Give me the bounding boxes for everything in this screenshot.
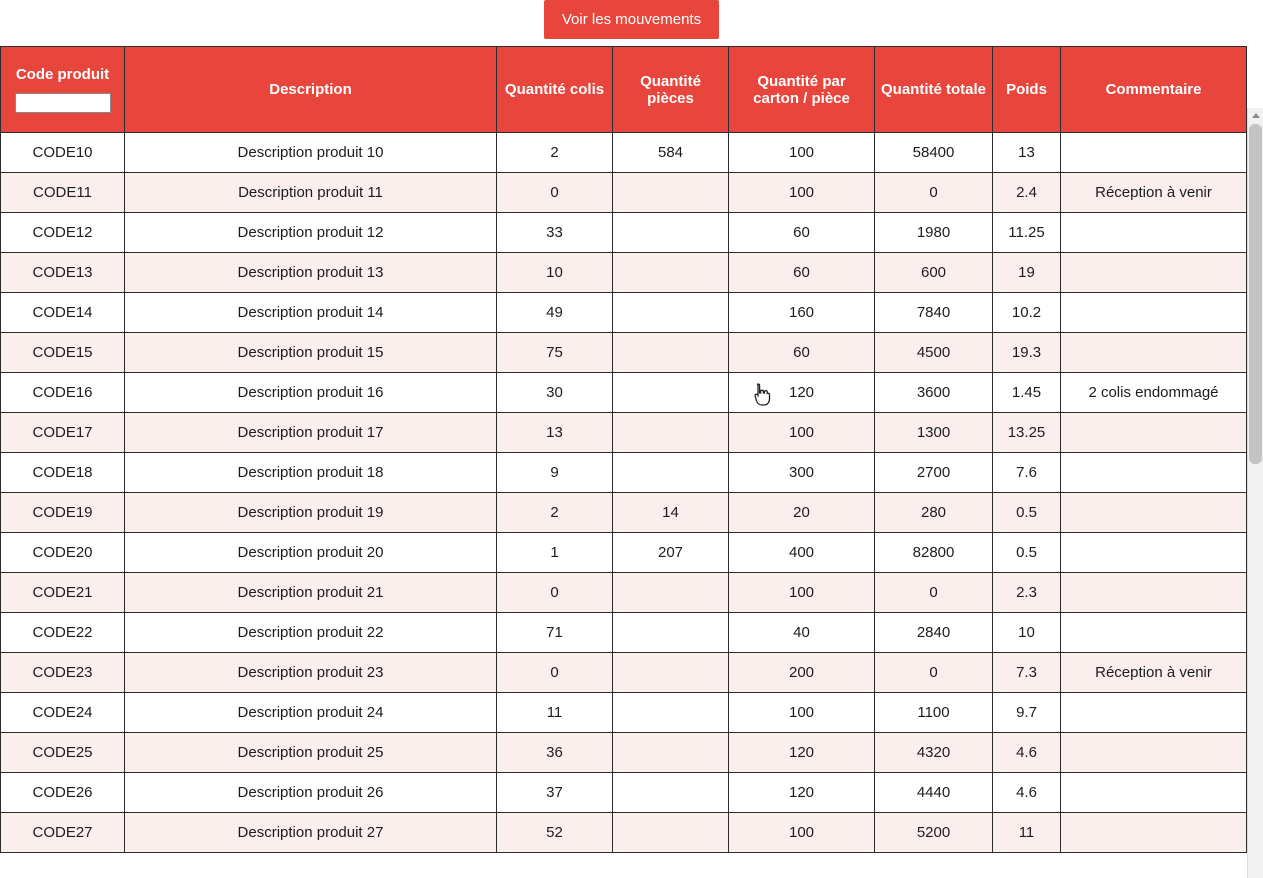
cell-quantite-par-carton: 100 xyxy=(729,813,875,853)
cell-quantite-colis: 13 xyxy=(497,413,613,453)
cell-code-produit: CODE13 xyxy=(1,253,125,293)
cell-description: Description produit 16 xyxy=(125,373,497,413)
cell-quantite-par-carton: 60 xyxy=(729,253,875,293)
cell-quantite-pieces xyxy=(613,653,729,693)
cell-code-produit: CODE16 xyxy=(1,373,125,413)
cell-quantite-colis: 71 xyxy=(497,613,613,653)
cell-commentaire: Réception à venir xyxy=(1061,653,1247,693)
cell-quantite-par-carton: 60 xyxy=(729,333,875,373)
cell-code-produit: CODE14 xyxy=(1,293,125,333)
cell-quantite-totale: 1980 xyxy=(875,213,993,253)
cell-code-produit: CODE24 xyxy=(1,693,125,733)
cell-quantite-colis: 9 xyxy=(497,453,613,493)
table-row[interactable] xyxy=(1,733,1247,773)
cell-commentaire xyxy=(1061,813,1247,853)
cell-commentaire xyxy=(1061,413,1247,453)
cell-quantite-totale: 5200 xyxy=(875,813,993,853)
cell-description: Description produit 12 xyxy=(125,213,497,253)
table-row[interactable] xyxy=(1,173,1247,213)
cell-code-produit: CODE11 xyxy=(1,173,125,213)
table-row[interactable] xyxy=(1,293,1247,333)
cell-description: Description produit 23 xyxy=(125,653,497,693)
cell-quantite-par-carton: 20 xyxy=(729,493,875,533)
cell-quantite-pieces xyxy=(613,413,729,453)
table-row[interactable] xyxy=(1,653,1247,693)
code-produit-filter-input[interactable] xyxy=(15,93,111,113)
cell-quantite-pieces: 14 xyxy=(613,493,729,533)
column-header-quantite-par-carton[interactable]: Quantité par carton / pièce xyxy=(729,47,875,133)
cell-code-produit: CODE17 xyxy=(1,413,125,453)
cell-commentaire xyxy=(1061,333,1247,373)
cell-quantite-colis: 10 xyxy=(497,253,613,293)
column-header-quantite-totale[interactable]: Quantité totale xyxy=(875,47,993,133)
cell-description: Description produit 22 xyxy=(125,613,497,653)
cell-quantite-colis: 37 xyxy=(497,773,613,813)
cell-code-produit: CODE22 xyxy=(1,613,125,653)
cell-commentaire xyxy=(1061,453,1247,493)
cell-quantite-colis: 33 xyxy=(497,213,613,253)
cell-quantite-colis: 2 xyxy=(497,133,613,173)
products-table-container xyxy=(0,46,1263,878)
cell-quantite-par-carton: 40 xyxy=(729,613,875,653)
cell-description: Description produit 27 xyxy=(125,813,497,853)
column-header-code-produit[interactable] xyxy=(1,47,125,133)
cell-code-produit: CODE18 xyxy=(1,453,125,493)
cell-quantite-par-carton: 120 xyxy=(729,773,875,813)
cell-poids: 9.7 xyxy=(993,693,1061,733)
cell-description: Description produit 19 xyxy=(125,493,497,533)
cell-commentaire xyxy=(1061,213,1247,253)
cell-quantite-totale: 2700 xyxy=(875,453,993,493)
cell-quantite-colis: 2 xyxy=(497,493,613,533)
cell-quantite-totale: 0 xyxy=(875,653,993,693)
column-header-quantite-colis[interactable]: Quantité colis xyxy=(497,47,613,133)
toolbar xyxy=(0,0,1263,46)
cell-description: Description produit 20 xyxy=(125,533,497,573)
cell-commentaire xyxy=(1061,733,1247,773)
cell-poids: 13 xyxy=(993,133,1061,173)
table-body xyxy=(1,133,1247,853)
cell-quantite-pieces xyxy=(613,253,729,293)
cell-quantite-totale: 0 xyxy=(875,573,993,613)
table-row[interactable] xyxy=(1,613,1247,653)
cell-poids: 10 xyxy=(993,613,1061,653)
table-header-row xyxy=(1,47,1247,133)
cell-quantite-par-carton: 160 xyxy=(729,293,875,333)
cell-quantite-pieces xyxy=(613,173,729,213)
table-row[interactable] xyxy=(1,453,1247,493)
cell-quantite-colis: 49 xyxy=(497,293,613,333)
table-row[interactable] xyxy=(1,533,1247,573)
cell-commentaire: Réception à venir xyxy=(1061,173,1247,213)
cell-poids: 0.5 xyxy=(993,533,1061,573)
cell-code-produit: CODE26 xyxy=(1,773,125,813)
cell-quantite-par-carton: 100 xyxy=(729,133,875,173)
products-table xyxy=(0,46,1247,853)
cell-description: Description produit 15 xyxy=(125,333,497,373)
table-row[interactable] xyxy=(1,333,1247,373)
scrollbar-thumb[interactable] xyxy=(1249,124,1262,464)
cell-commentaire: 2 colis endommagé xyxy=(1061,373,1247,413)
cell-quantite-par-carton: 200 xyxy=(729,653,875,693)
cell-commentaire xyxy=(1061,613,1247,653)
cell-quantite-pieces xyxy=(613,293,729,333)
cell-poids: 11.25 xyxy=(993,213,1061,253)
cell-code-produit: CODE19 xyxy=(1,493,125,533)
vertical-scrollbar[interactable] xyxy=(1247,108,1263,878)
cell-code-produit: CODE21 xyxy=(1,573,125,613)
cell-commentaire xyxy=(1061,253,1247,293)
voir-les-mouvements-button[interactable]: Voir les mouvements xyxy=(544,0,719,39)
cell-poids: 4.6 xyxy=(993,773,1061,813)
cell-quantite-par-carton: 120 xyxy=(729,733,875,773)
cell-quantite-pieces xyxy=(613,373,729,413)
cell-quantite-totale: 0 xyxy=(875,173,993,213)
cell-poids: 19.3 xyxy=(993,333,1061,373)
cell-quantite-par-carton: 100 xyxy=(729,173,875,213)
cell-quantite-totale: 2840 xyxy=(875,613,993,653)
cell-description: Description produit 26 xyxy=(125,773,497,813)
column-header-commentaire[interactable]: Commentaire xyxy=(1061,47,1247,133)
cell-code-produit: CODE27 xyxy=(1,813,125,853)
cell-poids: 2.3 xyxy=(993,573,1061,613)
cell-description: Description produit 25 xyxy=(125,733,497,773)
cell-quantite-pieces xyxy=(613,773,729,813)
scroll-up-arrow-icon[interactable] xyxy=(1248,108,1263,123)
cell-code-produit: CODE20 xyxy=(1,533,125,573)
cell-poids: 7.6 xyxy=(993,453,1061,493)
table-row[interactable] xyxy=(1,413,1247,453)
cell-quantite-colis: 52 xyxy=(497,813,613,853)
cell-quantite-par-carton: 300 xyxy=(729,453,875,493)
cell-commentaire xyxy=(1061,533,1247,573)
cell-commentaire xyxy=(1061,493,1247,533)
table-row[interactable] xyxy=(1,253,1247,293)
column-header-poids[interactable]: Poids xyxy=(993,47,1061,133)
cell-quantite-totale: 3600 xyxy=(875,373,993,413)
column-header-quantite-pieces[interactable]: Quantité pièces xyxy=(613,47,729,133)
cell-quantite-totale: 82800 xyxy=(875,533,993,573)
cell-commentaire xyxy=(1061,573,1247,613)
cell-code-produit: CODE23 xyxy=(1,653,125,693)
cell-quantite-pieces: 207 xyxy=(613,533,729,573)
cell-poids: 13.25 xyxy=(993,413,1061,453)
cell-quantite-totale: 4440 xyxy=(875,773,993,813)
cell-quantite-totale: 4500 xyxy=(875,333,993,373)
cell-quantite-pieces xyxy=(613,213,729,253)
table-row[interactable] xyxy=(1,813,1247,853)
table-row[interactable] xyxy=(1,693,1247,733)
cell-quantite-totale: 58400 xyxy=(875,133,993,173)
cell-quantite-par-carton: 100 xyxy=(729,413,875,453)
cell-description: Description produit 13 xyxy=(125,253,497,293)
table-row[interactable] xyxy=(1,133,1247,173)
cell-quantite-pieces xyxy=(613,613,729,653)
cell-quantite-par-carton: 100 xyxy=(729,573,875,613)
cell-quantite-colis: 30 xyxy=(497,373,613,413)
cell-description: Description produit 17 xyxy=(125,413,497,453)
cell-quantite-par-carton: 100 xyxy=(729,693,875,733)
cell-code-produit: CODE15 xyxy=(1,333,125,373)
cell-poids: 2.4 xyxy=(993,173,1061,213)
cell-poids: 10.2 xyxy=(993,293,1061,333)
column-header-description[interactable]: Description xyxy=(125,47,497,133)
cell-quantite-totale: 4320 xyxy=(875,733,993,773)
cell-quantite-pieces: 584 xyxy=(613,133,729,173)
cell-poids: 1.45 xyxy=(993,373,1061,413)
cell-quantite-pieces xyxy=(613,573,729,613)
table-row[interactable] xyxy=(1,773,1247,813)
table-row[interactable] xyxy=(1,493,1247,533)
cell-quantite-totale: 1300 xyxy=(875,413,993,453)
cell-quantite-colis: 1 xyxy=(497,533,613,573)
cell-poids: 11 xyxy=(993,813,1061,853)
cell-quantite-totale: 1100 xyxy=(875,693,993,733)
cell-quantite-colis: 36 xyxy=(497,733,613,773)
cell-code-produit: CODE10 xyxy=(1,133,125,173)
cell-commentaire xyxy=(1061,133,1247,173)
cell-quantite-pieces xyxy=(613,333,729,373)
cell-quantite-par-carton: 120 xyxy=(729,373,875,413)
cell-quantite-totale: 600 xyxy=(875,253,993,293)
cell-description: Description produit 24 xyxy=(125,693,497,733)
cell-quantite-totale: 7840 xyxy=(875,293,993,333)
table-header xyxy=(1,47,1247,133)
cell-quantite-colis: 0 xyxy=(497,173,613,213)
cell-description: Description produit 18 xyxy=(125,453,497,493)
cell-quantite-par-carton: 400 xyxy=(729,533,875,573)
cell-code-produit: CODE25 xyxy=(1,733,125,773)
cell-quantite-colis: 0 xyxy=(497,653,613,693)
cell-quantite-pieces xyxy=(613,453,729,493)
cell-poids: 4.6 xyxy=(993,733,1061,773)
cell-quantite-colis: 11 xyxy=(497,693,613,733)
cell-description: Description produit 14 xyxy=(125,293,497,333)
cell-description: Description produit 10 xyxy=(125,133,497,173)
cell-quantite-pieces xyxy=(613,693,729,733)
cell-quantite-colis: 0 xyxy=(497,573,613,613)
cell-commentaire xyxy=(1061,693,1247,733)
cell-quantite-pieces xyxy=(613,733,729,773)
column-header-code-produit-label: Code produit xyxy=(15,66,110,83)
cell-poids: 7.3 xyxy=(993,653,1061,693)
cell-commentaire xyxy=(1061,773,1247,813)
cell-description: Description produit 11 xyxy=(125,173,497,213)
cell-poids: 19 xyxy=(993,253,1061,293)
table-row[interactable] xyxy=(1,213,1247,253)
cell-poids: 0.5 xyxy=(993,493,1061,533)
cell-quantite-pieces xyxy=(613,813,729,853)
table-row[interactable] xyxy=(1,573,1247,613)
cell-commentaire xyxy=(1061,293,1247,333)
cell-quantite-par-carton: 60 xyxy=(729,213,875,253)
table-row[interactable] xyxy=(1,373,1247,413)
cell-quantite-totale: 280 xyxy=(875,493,993,533)
cell-code-produit: CODE12 xyxy=(1,213,125,253)
cell-quantite-colis: 75 xyxy=(497,333,613,373)
cell-description: Description produit 21 xyxy=(125,573,497,613)
